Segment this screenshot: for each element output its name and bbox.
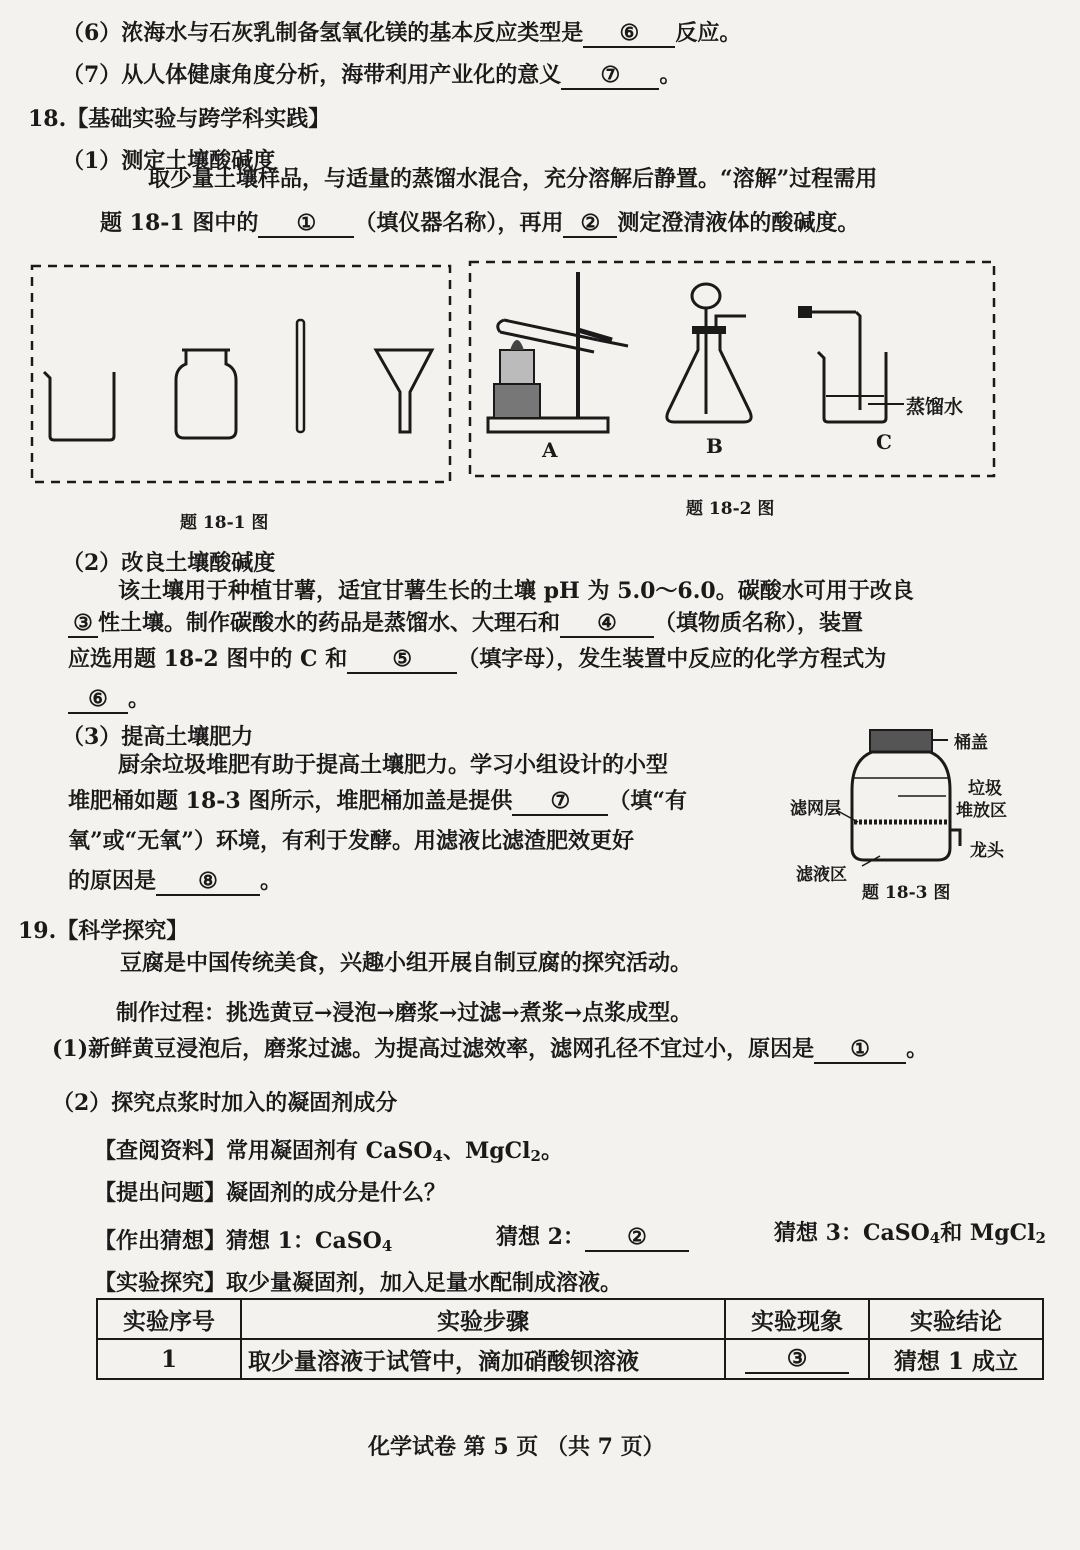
q18-part3-line1: 厨余垃圾堆肥有助于提高土壤肥力。学习小组设计的小型: [118, 752, 669, 778]
q17-line-6: （6）浓海水与石灰乳制备氢氧化镁的基本反应类型是 ⑥ 反应。: [62, 20, 742, 46]
q19-experiment: 【实验探究】取少量凝固剂，加入足量水配制成溶液。: [94, 1270, 623, 1296]
blank-19-1: ①: [814, 1036, 906, 1064]
fig2-label-c: C: [876, 430, 892, 454]
table-cell: [725, 1339, 869, 1379]
blank-4: ④: [560, 610, 654, 638]
fig3-label-mesh: 滤网层: [790, 799, 841, 819]
table-header: 实验结论: [869, 1299, 1043, 1339]
q18-part3-heading: （3）提高土壤肥力: [62, 724, 254, 750]
page-footer: 化学试卷 第 5 页 （共 7 页）: [368, 1434, 665, 1460]
q18-part1-line2: 题 18-1 图中的 ① （填仪器名称），再用 ② 测定澄清液体的酸碱度。: [100, 210, 860, 236]
q19-info: 【查阅资料】常用凝固剂有 CaSO$_4$、MgCl$_2$。: [94, 1138, 563, 1165]
blank-19-3: ③: [745, 1346, 849, 1374]
blank-1: ①: [258, 210, 354, 238]
figure-18-3-caption: 题 18-3 图: [862, 883, 951, 903]
fig2-label-b: B: [706, 434, 723, 458]
fig2-label-water: 蒸馏水: [906, 396, 964, 418]
blank-6b: ⑥: [68, 686, 128, 714]
fig3-label-lid: 桶盖: [954, 733, 988, 753]
q19-process: 制作过程：挑选黄豆→浸泡→磨浆→过滤→煮浆→点浆成型。: [116, 1000, 693, 1026]
q18-part3-line2: 堆肥桶如题 18-3 图所示，堆肥桶加盖是提供 ⑦ （填“有: [68, 788, 688, 814]
blank-2: ②: [563, 210, 617, 238]
blank-7b: ⑦: [512, 788, 608, 816]
table-header: 实验序号: [97, 1299, 241, 1339]
q17-line-7: （7）从人体健康角度分析，海带利用产业化的意义 ⑦ 。: [62, 62, 682, 88]
fig3-label-waste1: 垃圾: [968, 779, 1002, 799]
blank-7: ⑦: [561, 62, 659, 90]
blank-6: ⑥: [583, 20, 675, 48]
q19-hypothesis-2: 猜想 2： ②: [496, 1222, 689, 1252]
blank-8: ⑧: [156, 868, 260, 896]
q18-part1-heading: （1）测定土壤酸碱度: [62, 148, 276, 174]
compost-bin-icon: [836, 730, 960, 866]
table-cell: 1: [97, 1339, 241, 1379]
table-header: 实验现象: [725, 1299, 869, 1339]
q19-hypothesis: 【作出猜想】猜想 1：CaSO$_4$: [94, 1228, 393, 1255]
blank-19-2: ②: [585, 1224, 689, 1252]
figure-18-2-caption: 题 18-2 图: [686, 499, 775, 519]
experiment-table: [96, 1298, 1044, 1380]
blank-3: ③: [68, 610, 98, 638]
q19-hypothesis-3: 猜想 3：CaSO$_4$和 MgCl$_2$: [774, 1220, 1046, 1247]
fig3-label-filtrate: 滤液区: [796, 865, 847, 885]
table-cell: 猜想 1 成立: [869, 1339, 1043, 1379]
q19-intro: 豆腐是中国传统美食，兴趣小组开展自制豆腐的探究活动。: [120, 950, 693, 976]
q18-part3-line4: 的原因是 ⑧ 。: [68, 868, 283, 894]
q18-part2-heading: （2）改良土壤酸碱度: [62, 550, 276, 576]
fig3-label-tap: 龙头: [970, 841, 1004, 861]
fig2-label-a: A: [542, 438, 558, 462]
table-header: 实验步骤: [241, 1299, 725, 1339]
blank-5: ⑤: [347, 646, 457, 674]
q18-part2-line3: 应选用题 18-2 图中的 C 和 ⑤ （填字母），发生装置中反应的化学方程式为: [68, 646, 887, 672]
q18-part3-line3: 氧”或“无氧”）环境，有利于发酵。用滤液比滤渣肥效更好: [68, 828, 634, 854]
table-header-row: [97, 1299, 1043, 1339]
q18-part2-line4: ⑥ 。: [68, 684, 150, 714]
q19-part1: (1)新鲜黄豆浸泡后，磨浆过滤。为提高过滤效率，滤网孔径不宜过小，原因是 ① 。: [52, 1036, 929, 1062]
q18-part2-line2: ③ 性土壤。制作碳酸水的药品是蒸馏水、大理石和 ④ （填物质名称），装置: [68, 608, 863, 638]
table-cell: 取少量溶液于试管中，滴加硝酸钡溶液: [241, 1339, 725, 1379]
table-row: [97, 1339, 1043, 1379]
figure-18-1-caption: 题 18-1 图: [180, 513, 269, 533]
q19-part2-heading: （2）探究点浆时加入的凝固剂成分: [52, 1090, 398, 1116]
q19-title: 19.【科学探究】: [18, 918, 189, 944]
q18-part1-line1: 取少量土壤样品，与适量的蒸馏水混合，充分溶解后静置。“溶解”过程需用: [148, 166, 878, 192]
q18-part2-line1: 该土壤用于种植甘薯，适宜甘薯生长的土壤 pH 为 5.0～6.0。碳酸水可用于改良: [118, 578, 914, 604]
q19-question: 【提出问题】凝固剂的成分是什么？: [94, 1180, 447, 1206]
q18-title: 18.【基础实验与跨学科实践】: [28, 106, 331, 132]
fig3-label-waste2: 堆放区: [956, 801, 1007, 821]
